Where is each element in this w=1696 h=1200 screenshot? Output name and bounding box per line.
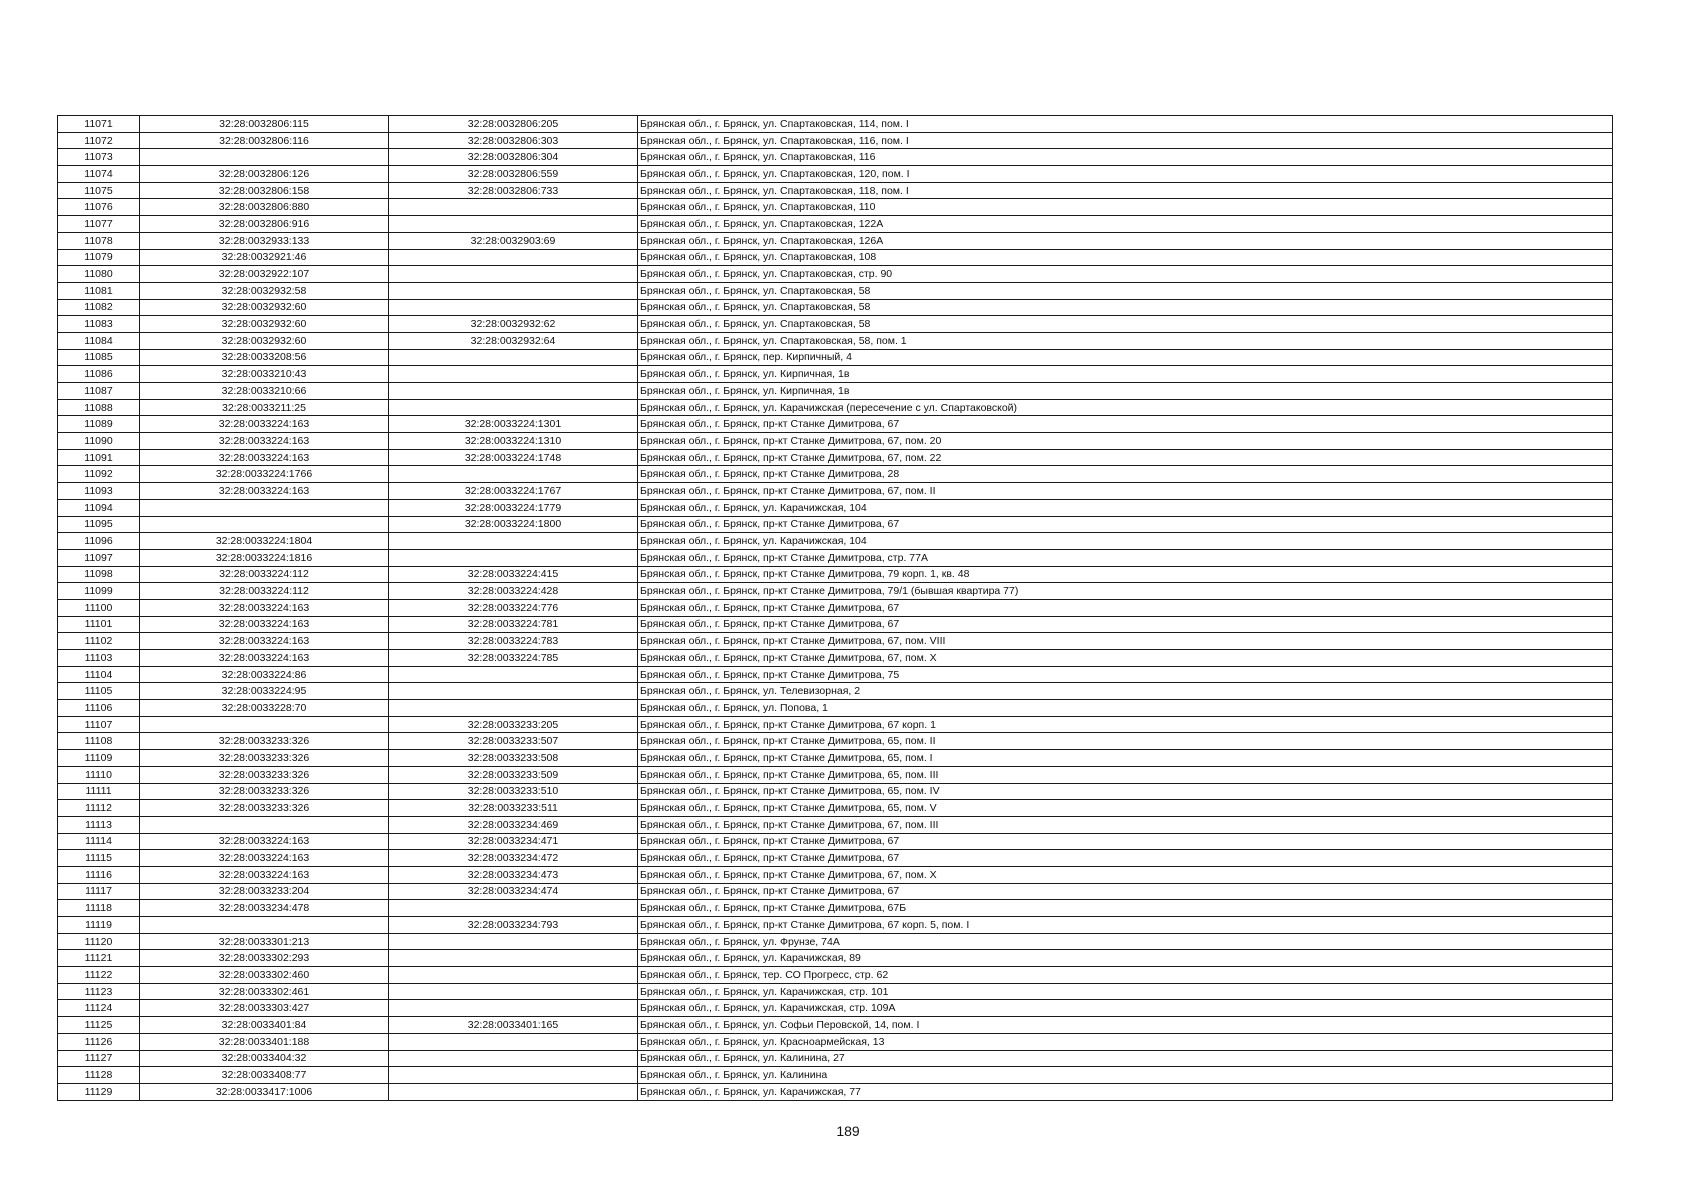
table-row bbox=[58, 917, 1613, 934]
address-cell: Брянская обл., г. Брянск, ул. Спартаковская, 110 bbox=[638, 199, 1613, 216]
table-row bbox=[58, 199, 1613, 216]
related-cadastral-number-cell bbox=[389, 1083, 638, 1100]
cadastral-number-cell: 32:28:0033233:326 bbox=[140, 766, 389, 783]
address-cell: Брянская обл., г. Брянск, пр-кт Станке Димитрова, 67 корп. 5, пом. I bbox=[638, 917, 1613, 934]
cadastral-number-cell: 32:28:0033303:427 bbox=[140, 1000, 389, 1017]
related-cadastral-number-cell bbox=[389, 533, 638, 550]
address-cell: Брянская обл., г. Брянск, пр-кт Станке Димитрова, 67Б bbox=[638, 900, 1613, 917]
row-number-cell: 11082 bbox=[58, 299, 140, 316]
table-row bbox=[58, 599, 1613, 616]
cadastral-number-cell: 32:28:0033224:163 bbox=[140, 449, 389, 466]
related-cadastral-number-cell bbox=[389, 1050, 638, 1067]
table-row bbox=[58, 449, 1613, 466]
table-row bbox=[58, 132, 1613, 149]
cadastral-number-cell: 32:28:0033302:461 bbox=[140, 983, 389, 1000]
address-cell: Брянская обл., г. Брянск, пр-кт Станке Димитрова, 65, пом. III bbox=[638, 766, 1613, 783]
address-cell: Брянская обл., г. Брянск, пр-кт Станке Димитрова, стр. 77А bbox=[638, 549, 1613, 566]
address-cell: Брянская обл., г. Брянск, пр-кт Станке Димитрова, 65, пом. V bbox=[638, 800, 1613, 817]
row-number-cell: 11121 bbox=[58, 950, 140, 967]
cadastral-number-cell: 32:28:0033408:77 bbox=[140, 1067, 389, 1084]
address-cell: Брянская обл., г. Брянск, пр-кт Станке Димитрова, 79/1 (бывшая квартира 77) bbox=[638, 583, 1613, 600]
table-row bbox=[58, 1083, 1613, 1100]
row-number-cell: 11074 bbox=[58, 166, 140, 183]
related-cadastral-number-cell: 32:28:0033233:510 bbox=[389, 783, 638, 800]
row-number-cell: 11103 bbox=[58, 650, 140, 667]
related-cadastral-number-cell bbox=[389, 549, 638, 566]
address-cell: Брянская обл., г. Брянск, пр-кт Станке Димитрова, 67, пом. X bbox=[638, 650, 1613, 667]
row-number-cell: 11104 bbox=[58, 666, 140, 683]
row-number-cell: 11111 bbox=[58, 783, 140, 800]
table-row bbox=[58, 249, 1613, 266]
cadastral-number-cell: 32:28:0032806:126 bbox=[140, 166, 389, 183]
address-cell: Брянская обл., г. Брянск, пр-кт Станке Димитрова, 67, пом. 20 bbox=[638, 433, 1613, 450]
cadastral-number-cell: 32:28:0033224:163 bbox=[140, 433, 389, 450]
related-cadastral-number-cell bbox=[389, 216, 638, 233]
related-cadastral-number-cell: 32:28:0033233:507 bbox=[389, 733, 638, 750]
address-cell: Брянская обл., г. Брянск, пр-кт Станке Димитрова, 67 bbox=[638, 883, 1613, 900]
row-number-cell: 11101 bbox=[58, 616, 140, 633]
table-row bbox=[58, 549, 1613, 566]
related-cadastral-number-cell bbox=[389, 900, 638, 917]
cadastral-number-cell: 32:28:0032806:116 bbox=[140, 132, 389, 149]
address-cell: Брянская обл., г. Брянск, пр-кт Станке Димитрова, 65, пом. I bbox=[638, 750, 1613, 767]
table-row bbox=[58, 349, 1613, 366]
cadastral-number-cell: 32:28:0032806:880 bbox=[140, 199, 389, 216]
cadastral-number-cell: 32:28:0032932:60 bbox=[140, 316, 389, 333]
related-cadastral-number-cell bbox=[389, 1000, 638, 1017]
address-cell: Брянская обл., г. Брянск, ул. Спартаковская, 120, пом. I bbox=[638, 166, 1613, 183]
address-cell: Брянская обл., г. Брянск, ул. Спартаковская, 58 bbox=[638, 282, 1613, 299]
table-row bbox=[58, 533, 1613, 550]
cadastral-number-cell: 32:28:0032932:60 bbox=[140, 332, 389, 349]
table-row bbox=[58, 566, 1613, 583]
table-row bbox=[58, 616, 1613, 633]
related-cadastral-number-cell: 32:28:0033234:474 bbox=[389, 883, 638, 900]
table-row bbox=[58, 650, 1613, 667]
row-number-cell: 11100 bbox=[58, 599, 140, 616]
address-cell: Брянская обл., г. Брянск, ул. Спартаковская, 118, пом. I bbox=[638, 182, 1613, 199]
row-number-cell: 11086 bbox=[58, 366, 140, 383]
address-cell: Брянская обл., г. Брянск, пр-кт Станке Димитрова, 67 bbox=[638, 516, 1613, 533]
table-row bbox=[58, 399, 1613, 416]
related-cadastral-number-cell: 32:28:0033234:469 bbox=[389, 816, 638, 833]
registry-table-body bbox=[58, 116, 1613, 1101]
cadastral-number-cell: 32:28:0033302:460 bbox=[140, 967, 389, 984]
row-number-cell: 11091 bbox=[58, 449, 140, 466]
row-number-cell: 11120 bbox=[58, 933, 140, 950]
table-row bbox=[58, 633, 1613, 650]
cadastral-number-cell: 32:28:0033224:163 bbox=[140, 633, 389, 650]
address-cell: Брянская обл., г. Брянск, пр-кт Станке Димитрова, 67 bbox=[638, 599, 1613, 616]
cadastral-number-cell: 32:28:0033210:43 bbox=[140, 366, 389, 383]
related-cadastral-number-cell bbox=[389, 1067, 638, 1084]
related-cadastral-number-cell bbox=[389, 950, 638, 967]
address-cell: Брянская обл., г. Брянск, пр-кт Станке Димитрова, 67 bbox=[638, 850, 1613, 867]
address-cell: Брянская обл., г. Брянск, ул. Спартаковская, 126А bbox=[638, 232, 1613, 249]
address-cell: Брянская обл., г. Брянск, пр-кт Станке Димитрова, 67, пом. III bbox=[638, 816, 1613, 833]
address-cell: Брянская обл., г. Брянск, ул. Карачижская, 89 bbox=[638, 950, 1613, 967]
related-cadastral-number-cell: 32:28:0032806:205 bbox=[389, 116, 638, 133]
table-row bbox=[58, 416, 1613, 433]
address-cell: Брянская обл., г. Брянск, ул. Спартаковская, 116, пом. I bbox=[638, 132, 1613, 149]
table-row bbox=[58, 266, 1613, 283]
row-number-cell: 11113 bbox=[58, 816, 140, 833]
address-cell: Брянская обл., г. Брянск, ул. Калинина bbox=[638, 1067, 1613, 1084]
table-row bbox=[58, 1067, 1613, 1084]
address-cell: Брянская обл., г. Брянск, ул. Софьи Перовской, 14, пом. I bbox=[638, 1017, 1613, 1034]
cadastral-number-cell: 32:28:0033417:1006 bbox=[140, 1083, 389, 1100]
row-number-cell: 11110 bbox=[58, 766, 140, 783]
related-cadastral-number-cell: 32:28:0033233:205 bbox=[389, 716, 638, 733]
address-cell: Брянская обл., г. Брянск, пр-кт Станке Димитрова, 67 корп. 1 bbox=[638, 716, 1613, 733]
related-cadastral-number-cell bbox=[389, 199, 638, 216]
address-cell: Брянская обл., г. Брянск, ул. Карачижская, 104 bbox=[638, 533, 1613, 550]
related-cadastral-number-cell: 32:28:0033224:415 bbox=[389, 566, 638, 583]
related-cadastral-number-cell: 32:28:0033224:428 bbox=[389, 583, 638, 600]
row-number-cell: 11077 bbox=[58, 216, 140, 233]
row-number-cell: 11089 bbox=[58, 416, 140, 433]
cadastral-number-cell: 32:28:0032806:916 bbox=[140, 216, 389, 233]
row-number-cell: 11129 bbox=[58, 1083, 140, 1100]
related-cadastral-number-cell: 32:28:0033234:472 bbox=[389, 850, 638, 867]
table-row bbox=[58, 816, 1613, 833]
related-cadastral-number-cell: 32:28:0033234:793 bbox=[389, 917, 638, 934]
table-row bbox=[58, 1033, 1613, 1050]
row-number-cell: 11092 bbox=[58, 466, 140, 483]
cadastral-number-cell: 32:28:0033224:1804 bbox=[140, 533, 389, 550]
cadastral-number-cell: 32:28:0033224:163 bbox=[140, 599, 389, 616]
table-row bbox=[58, 149, 1613, 166]
table-row bbox=[58, 750, 1613, 767]
address-cell: Брянская обл., г. Брянск, пр-кт Станке Димитрова, 67, пом. 22 bbox=[638, 449, 1613, 466]
cadastral-number-cell bbox=[140, 499, 389, 516]
row-number-cell: 11122 bbox=[58, 967, 140, 984]
address-cell: Брянская обл., г. Брянск, ул. Кирпичная, 1в bbox=[638, 366, 1613, 383]
related-cadastral-number-cell bbox=[389, 700, 638, 717]
cadastral-number-cell: 32:28:0033302:293 bbox=[140, 950, 389, 967]
row-number-cell: 11079 bbox=[58, 249, 140, 266]
related-cadastral-number-cell bbox=[389, 983, 638, 1000]
row-number-cell: 11115 bbox=[58, 850, 140, 867]
row-number-cell: 11085 bbox=[58, 349, 140, 366]
table-row bbox=[58, 1050, 1613, 1067]
table-row bbox=[58, 182, 1613, 199]
table-row bbox=[58, 466, 1613, 483]
table-row bbox=[58, 950, 1613, 967]
address-cell: Брянская обл., г. Брянск, ул. Карачижская, 77 bbox=[638, 1083, 1613, 1100]
row-number-cell: 11084 bbox=[58, 332, 140, 349]
cadastral-number-cell: 32:28:0033224:163 bbox=[140, 866, 389, 883]
page-number: 189 bbox=[836, 1123, 860, 1139]
cadastral-number-cell: 32:28:0032806:115 bbox=[140, 116, 389, 133]
cadastral-number-cell: 32:28:0033233:326 bbox=[140, 783, 389, 800]
cadastral-number-cell: 32:28:0033210:66 bbox=[140, 383, 389, 400]
address-cell: Брянская обл., г. Брянск, ул. Спартаковская, 116 bbox=[638, 149, 1613, 166]
row-number-cell: 11098 bbox=[58, 566, 140, 583]
related-cadastral-number-cell: 32:28:0033224:783 bbox=[389, 633, 638, 650]
address-cell: Брянская обл., г. Брянск, ул. Спартаковская, 58 bbox=[638, 316, 1613, 333]
related-cadastral-number-cell bbox=[389, 399, 638, 416]
cadastral-number-cell bbox=[140, 816, 389, 833]
address-cell: Брянская обл., г. Брянск, пер. Кирпичный, 4 bbox=[638, 349, 1613, 366]
related-cadastral-number-cell: 32:28:0032903:69 bbox=[389, 232, 638, 249]
cadastral-number-cell: 32:28:0032933:133 bbox=[140, 232, 389, 249]
cadastral-number-cell: 32:28:0033208:56 bbox=[140, 349, 389, 366]
cadastral-number-cell: 32:28:0033224:163 bbox=[140, 616, 389, 633]
address-cell: Брянская обл., г. Брянск, ул. Спартаковская, стр. 90 bbox=[638, 266, 1613, 283]
row-number-cell: 11112 bbox=[58, 800, 140, 817]
address-cell: Брянская обл., г. Брянск, пр-кт Станке Димитрова, 67, пом. II bbox=[638, 483, 1613, 500]
cadastral-number-cell: 32:28:0033233:326 bbox=[140, 800, 389, 817]
address-cell: Брянская обл., г. Брянск, ул. Телевизорная, 2 bbox=[638, 683, 1613, 700]
cadastral-number-cell bbox=[140, 716, 389, 733]
table-row bbox=[58, 716, 1613, 733]
address-cell: Брянская обл., г. Брянск, пр-кт Станке Димитрова, 67, пом. VIII bbox=[638, 633, 1613, 650]
row-number-cell: 11097 bbox=[58, 549, 140, 566]
related-cadastral-number-cell: 32:28:0033224:1779 bbox=[389, 499, 638, 516]
table-row bbox=[58, 299, 1613, 316]
related-cadastral-number-cell: 32:28:0033234:471 bbox=[389, 833, 638, 850]
row-number-cell: 11106 bbox=[58, 700, 140, 717]
table-row bbox=[58, 833, 1613, 850]
cadastral-number-cell: 32:28:0033224:163 bbox=[140, 850, 389, 867]
table-row bbox=[58, 666, 1613, 683]
cadastral-number-cell: 32:28:0033224:86 bbox=[140, 666, 389, 683]
row-number-cell: 11102 bbox=[58, 633, 140, 650]
table-row bbox=[58, 216, 1613, 233]
address-cell: Брянская обл., г. Брянск, ул. Красноармейская, 13 bbox=[638, 1033, 1613, 1050]
table-row bbox=[58, 900, 1613, 917]
cadastral-number-cell: 32:28:0032932:60 bbox=[140, 299, 389, 316]
row-number-cell: 11108 bbox=[58, 733, 140, 750]
table-row bbox=[58, 232, 1613, 249]
related-cadastral-number-cell: 32:28:0032806:733 bbox=[389, 182, 638, 199]
cadastral-number-cell: 32:28:0033211:25 bbox=[140, 399, 389, 416]
row-number-cell: 11080 bbox=[58, 266, 140, 283]
address-cell: Брянская обл., г. Брянск, пр-кт Станке Димитрова, 67 bbox=[638, 833, 1613, 850]
table-row bbox=[58, 433, 1613, 450]
cadastral-number-cell: 32:28:0033233:326 bbox=[140, 733, 389, 750]
row-number-cell: 11076 bbox=[58, 199, 140, 216]
address-cell: Брянская обл., г. Брянск, пр-кт Станке Димитрова, 65, пом. II bbox=[638, 733, 1613, 750]
cadastral-number-cell: 32:28:0033234:478 bbox=[140, 900, 389, 917]
row-number-cell: 11125 bbox=[58, 1017, 140, 1034]
table-row bbox=[58, 383, 1613, 400]
row-number-cell: 11073 bbox=[58, 149, 140, 166]
cadastral-number-cell: 32:28:0033228:70 bbox=[140, 700, 389, 717]
related-cadastral-number-cell: 32:28:0033234:473 bbox=[389, 866, 638, 883]
address-cell: Брянская обл., г. Брянск, пр-кт Станке Димитрова, 79 корп. 1, кв. 48 bbox=[638, 566, 1613, 583]
cadastral-number-cell: 32:28:0033233:326 bbox=[140, 750, 389, 767]
address-cell: Брянская обл., г. Брянск, пр-кт Станке Димитрова, 75 bbox=[638, 666, 1613, 683]
address-cell: Брянская обл., г. Брянск, ул. Фрунзе, 74А bbox=[638, 933, 1613, 950]
address-cell: Брянская обл., г. Брянск, ул. Спартаковская, 122А bbox=[638, 216, 1613, 233]
table-row bbox=[58, 366, 1613, 383]
cadastral-number-cell: 32:28:0033401:84 bbox=[140, 1017, 389, 1034]
cadastral-number-cell bbox=[140, 917, 389, 934]
table-row bbox=[58, 800, 1613, 817]
table-row bbox=[58, 983, 1613, 1000]
registry-table bbox=[57, 115, 1613, 1101]
row-number-cell: 11090 bbox=[58, 433, 140, 450]
cadastral-number-cell: 32:28:0033224:112 bbox=[140, 566, 389, 583]
related-cadastral-number-cell: 32:28:0033224:781 bbox=[389, 616, 638, 633]
related-cadastral-number-cell: 32:28:0033233:508 bbox=[389, 750, 638, 767]
table-row bbox=[58, 583, 1613, 600]
cadastral-number-cell: 32:28:0033224:163 bbox=[140, 483, 389, 500]
row-number-cell: 11105 bbox=[58, 683, 140, 700]
cadastral-number-cell: 32:28:0033404:32 bbox=[140, 1050, 389, 1067]
related-cadastral-number-cell: 32:28:0032806:303 bbox=[389, 132, 638, 149]
address-cell: Брянская обл., г. Брянск, ул. Спартаковская, 58, пом. 1 bbox=[638, 332, 1613, 349]
related-cadastral-number-cell bbox=[389, 933, 638, 950]
table-row bbox=[58, 683, 1613, 700]
table-row bbox=[58, 967, 1613, 984]
table-row bbox=[58, 866, 1613, 883]
row-number-cell: 11095 bbox=[58, 516, 140, 533]
row-number-cell: 11123 bbox=[58, 983, 140, 1000]
related-cadastral-number-cell: 32:28:0033224:1800 bbox=[389, 516, 638, 533]
related-cadastral-number-cell bbox=[389, 349, 638, 366]
table-row bbox=[58, 499, 1613, 516]
row-number-cell: 11118 bbox=[58, 900, 140, 917]
cadastral-number-cell: 32:28:0033224:1766 bbox=[140, 466, 389, 483]
table-row bbox=[58, 1017, 1613, 1034]
row-number-cell: 11093 bbox=[58, 483, 140, 500]
cadastral-number-cell: 32:28:0033224:163 bbox=[140, 650, 389, 667]
row-number-cell: 11099 bbox=[58, 583, 140, 600]
cadastral-number-cell: 32:28:0033401:188 bbox=[140, 1033, 389, 1050]
related-cadastral-number-cell: 32:28:0032932:62 bbox=[389, 316, 638, 333]
related-cadastral-number-cell bbox=[389, 266, 638, 283]
related-cadastral-number-cell: 32:28:0032806:304 bbox=[389, 149, 638, 166]
row-number-cell: 11083 bbox=[58, 316, 140, 333]
address-cell: Брянская обл., г. Брянск, пр-кт Станке Димитрова, 67 bbox=[638, 616, 1613, 633]
cadastral-number-cell: 32:28:0032922:107 bbox=[140, 266, 389, 283]
table-row bbox=[58, 516, 1613, 533]
row-number-cell: 11078 bbox=[58, 232, 140, 249]
cadastral-number-cell: 32:28:0033224:1816 bbox=[140, 549, 389, 566]
row-number-cell: 11128 bbox=[58, 1067, 140, 1084]
row-number-cell: 11075 bbox=[58, 182, 140, 199]
row-number-cell: 11117 bbox=[58, 883, 140, 900]
table-row bbox=[58, 1000, 1613, 1017]
table-row bbox=[58, 850, 1613, 867]
table-row bbox=[58, 766, 1613, 783]
address-cell: Брянская обл., г. Брянск, ул. Карачижская (пересечение с ул. Спартаковской) bbox=[638, 399, 1613, 416]
cadastral-number-cell: 32:28:0032806:158 bbox=[140, 182, 389, 199]
related-cadastral-number-cell: 32:28:0033224:776 bbox=[389, 599, 638, 616]
address-cell: Брянская обл., г. Брянск, ул. Карачижская, 104 bbox=[638, 499, 1613, 516]
related-cadastral-number-cell: 32:28:0033224:1301 bbox=[389, 416, 638, 433]
address-cell: Брянская обл., г. Брянск, пр-кт Станке Димитрова, 67, пом. X bbox=[638, 866, 1613, 883]
cadastral-number-cell: 32:28:0033224:112 bbox=[140, 583, 389, 600]
row-number-cell: 11124 bbox=[58, 1000, 140, 1017]
table-row bbox=[58, 116, 1613, 133]
cadastral-number-cell: 32:28:0033233:204 bbox=[140, 883, 389, 900]
address-cell: Брянская обл., г. Брянск, пр-кт Станке Димитрова, 65, пом. IV bbox=[638, 783, 1613, 800]
cadastral-number-cell: 32:28:0033301:213 bbox=[140, 933, 389, 950]
table-row bbox=[58, 733, 1613, 750]
row-number-cell: 11107 bbox=[58, 716, 140, 733]
related-cadastral-number-cell: 32:28:0033224:785 bbox=[389, 650, 638, 667]
address-cell: Брянская обл., г. Брянск, пр-кт Станке Димитрова, 67 bbox=[638, 416, 1613, 433]
row-number-cell: 11087 bbox=[58, 383, 140, 400]
table-row bbox=[58, 700, 1613, 717]
row-number-cell: 11096 bbox=[58, 533, 140, 550]
related-cadastral-number-cell bbox=[389, 383, 638, 400]
cadastral-number-cell bbox=[140, 516, 389, 533]
related-cadastral-number-cell: 32:28:0033401:165 bbox=[389, 1017, 638, 1034]
row-number-cell: 11127 bbox=[58, 1050, 140, 1067]
row-number-cell: 11126 bbox=[58, 1033, 140, 1050]
row-number-cell: 11119 bbox=[58, 917, 140, 934]
cadastral-number-cell: 32:28:0033224:163 bbox=[140, 833, 389, 850]
row-number-cell: 11081 bbox=[58, 282, 140, 299]
row-number-cell: 11114 bbox=[58, 833, 140, 850]
address-cell: Брянская обл., г. Брянск, ул. Калинина, 27 bbox=[638, 1050, 1613, 1067]
cadastral-number-cell: 32:28:0032921:46 bbox=[140, 249, 389, 266]
row-number-cell: 11094 bbox=[58, 499, 140, 516]
address-cell: Брянская обл., г. Брянск, ул. Спартаковская, 108 bbox=[638, 249, 1613, 266]
address-cell: Брянская обл., г. Брянск, пр-кт Станке Димитрова, 28 bbox=[638, 466, 1613, 483]
related-cadastral-number-cell: 32:28:0033224:1310 bbox=[389, 433, 638, 450]
related-cadastral-number-cell bbox=[389, 282, 638, 299]
address-cell: Брянская обл., г. Брянск, ул. Спартаковская, 58 bbox=[638, 299, 1613, 316]
related-cadastral-number-cell bbox=[389, 366, 638, 383]
address-cell: Брянская обл., г. Брянск, ул. Карачижская, стр. 109А bbox=[638, 1000, 1613, 1017]
related-cadastral-number-cell bbox=[389, 299, 638, 316]
address-cell: Брянская обл., г. Брянск, ул. Кирпичная, 1в bbox=[638, 383, 1613, 400]
table-row bbox=[58, 483, 1613, 500]
table-row bbox=[58, 166, 1613, 183]
cadastral-number-cell: 32:28:0033224:163 bbox=[140, 416, 389, 433]
address-cell: Брянская обл., г. Брянск, ул. Попова, 1 bbox=[638, 700, 1613, 717]
related-cadastral-number-cell bbox=[389, 666, 638, 683]
table-row bbox=[58, 783, 1613, 800]
table-row bbox=[58, 282, 1613, 299]
table-row bbox=[58, 332, 1613, 349]
related-cadastral-number-cell: 32:28:0032932:64 bbox=[389, 332, 638, 349]
cadastral-number-cell: 32:28:0033224:95 bbox=[140, 683, 389, 700]
related-cadastral-number-cell bbox=[389, 249, 638, 266]
table-row bbox=[58, 933, 1613, 950]
related-cadastral-number-cell: 32:28:0033233:509 bbox=[389, 766, 638, 783]
related-cadastral-number-cell: 32:28:0033224:1748 bbox=[389, 449, 638, 466]
address-cell: Брянская обл., г. Брянск, ул. Карачижская, стр. 101 bbox=[638, 983, 1613, 1000]
table-row bbox=[58, 316, 1613, 333]
row-number-cell: 11072 bbox=[58, 132, 140, 149]
related-cadastral-number-cell bbox=[389, 967, 638, 984]
address-cell: Брянская обл., г. Брянск, ул. Спартаковская, 114, пом. I bbox=[638, 116, 1613, 133]
row-number-cell: 11116 bbox=[58, 866, 140, 883]
row-number-cell: 11071 bbox=[58, 116, 140, 133]
related-cadastral-number-cell: 32:28:0032806:559 bbox=[389, 166, 638, 183]
table-row bbox=[58, 883, 1613, 900]
cadastral-number-cell: 32:28:0032932:58 bbox=[140, 282, 389, 299]
related-cadastral-number-cell: 32:28:0033224:1767 bbox=[389, 483, 638, 500]
cadastral-number-cell bbox=[140, 149, 389, 166]
related-cadastral-number-cell: 32:28:0033233:511 bbox=[389, 800, 638, 817]
related-cadastral-number-cell bbox=[389, 683, 638, 700]
related-cadastral-number-cell bbox=[389, 466, 638, 483]
address-cell: Брянская обл., г. Брянск, тер. СО Прогресс, стр. 62 bbox=[638, 967, 1613, 984]
related-cadastral-number-cell bbox=[389, 1033, 638, 1050]
row-number-cell: 11088 bbox=[58, 399, 140, 416]
row-number-cell: 11109 bbox=[58, 750, 140, 767]
